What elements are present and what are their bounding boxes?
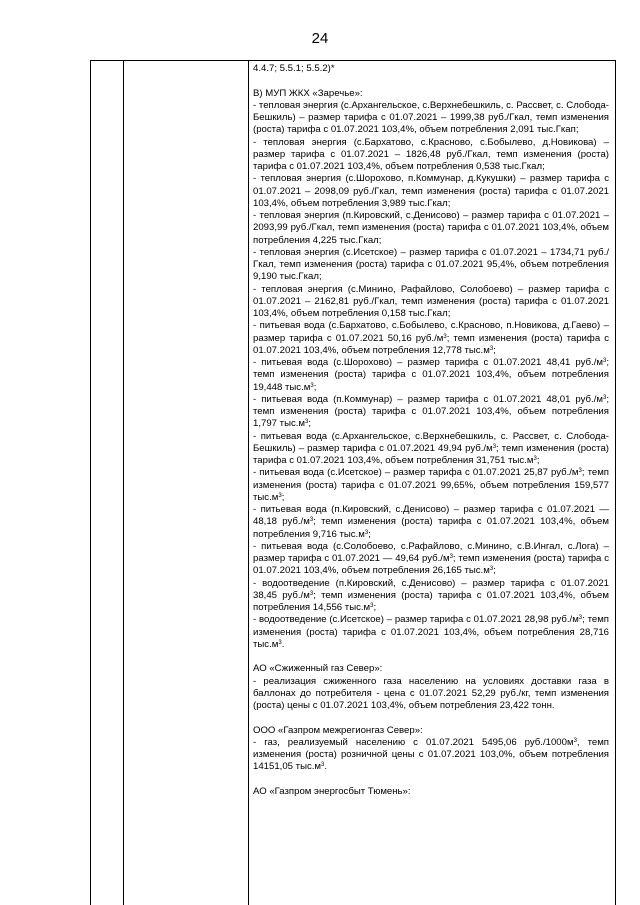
text-paragraph: - тепловая энергия (с.Бархатово, с.Красново, с.Бобылево, д.Новикова) – размер тарифа с 01.07.2021 – 1826,48 руб./Гкал, темп изменения (роста) тарифа с 01.07.2021 103,4%, объем потребления 0,538 тыс.Гкал; <box>253 136 609 172</box>
text-paragraph: - питьевая вода (с.Архангельское, с.Верхнебешкиль, с. Рассвет, с. Слобода-Бешкиль) – размер тарифа с 01.07.2021 49,94 $руб./м^3$; темп изменения (роста) тарифа с 01.07.2021 103,4%, объем потребления 31,751 $тыс.м^3$; <box>253 430 609 466</box>
blank-line <box>253 75 609 87</box>
text-paragraph: АО «Газпром энергосбыт Тюмень»: <box>253 785 411 797</box>
table-text-cell <box>253 63 609 798</box>
text-paragraph: - тепловая энергия (с.Минино, Рафайлово, Солобоево) – размер тарифа с 01.07.2021 – 2162,81 руб./Гкал, темп изменения (роста) тарифа с 01.07.2021 103,4%, объем потребления 0,158 тыс.Гкал; <box>253 283 609 319</box>
text-paragraph: ООО «Газпром межрегионгаз Север»: <box>253 724 423 736</box>
text-paragraph: - питьевая вода (с.Бархатово, с.Бобылево, с.Красново, п.Новикова, д.Гаево) – размер тарифа с 01.07.2021 50,16 $руб./м^3$; темп изменения (роста) тарифа с 01.07.2021 103,4%, объем потребления 12,778 $тыс.м^3$; <box>253 320 609 356</box>
text-paragraph: - питьевая вода (с.Исетское) – размер тарифа с 01.07.2021 25,87 $руб./м^3$; темп изменения (роста) тарифа с 01.07.2021 99,65%, объем потребления 159,577 $тыс.м^3$; <box>253 467 609 503</box>
text-paragraph: 4.4.7; 5.5.1; 5.5.2)* <box>253 63 335 74</box>
blank-line <box>253 651 609 663</box>
text-paragraph: - тепловая энергия (с.Архангельское, с.Верхнебешкиль, с. Рассвет, с. Слобода-Бешкиль) – размер тарифа с 01.07.2021 – 1999,38 руб./Гкал, темп изменения (роста) тарифа с 01.07.2021 103,4%, объем потребления 2,091 тыс.Гкап; <box>253 99 609 136</box>
text-paragraph: АО «Сжиженный газ Север»: <box>253 663 383 675</box>
blank-line <box>253 774 609 786</box>
text-paragraph: - газ, реализуемый населению с 01.07.2021 5495,06 $руб./1000м^3$, темп изменения (роста) розничной цены с 01.07.2021 103,0%, объем потребления 14151,05 $тыс.м^3$. <box>253 736 610 773</box>
text-paragraph: - водоотведение (п.Кировский, с.Денисово) – размер тарифа с 01.07.2021 38,45 $руб./м^3$; темп изменения (роста) тарифа с 01.07.2021 103,4%, объем потребления 14,556 $тыс.м^3$; <box>253 577 609 613</box>
text-paragraph: - питьевая вода (с.Шорохово) – размер тарифа с 01.07.2021 48,41 $руб./м^3$; темп изменения (роста) тарифа с 01.07.2021 103,4%, объем потребления 19,448 $тыс.м^3$; <box>253 357 609 393</box>
column-divider <box>248 61 249 905</box>
document-table <box>90 60 616 905</box>
text-paragraph: - тепловая энергия (с.Шорохово, п.Коммунар, д.Кукушки) – размер тарифа с 01.07.2021 – 2098,09 руб./Гкал, темп изменения (роста) тарифа с 01.07.2021 103,4%, объем потребления 3,989 тыс.Гкал; <box>253 173 609 209</box>
text-paragraph: - реализация сжиженного газа населению на условиях доставки газа в баллонах до потребителя - цена с 01.07.2021 52,29 руб./кг, темп изменения (роста) цены с 01.07.2021 103,4%, объем потребления 23,422 тонн. <box>253 675 609 711</box>
text-paragraph: - тепловая энергия (п.Кировский, с.Денисово) – размер тарифа с 01.07.2021 – 2093,99 руб./Гкал, темп изменения (роста) тарифа с 01.07.2021 103,4%, объем потребления 4,225 тыс.Гкал; <box>253 210 609 246</box>
text-paragraph: - питьевая вода (п.Кировский, с.Денисово) – размер тарифа с 01.07.2021 — 48,18 $руб./м^3$; темп изменения (роста) тарифа с 01.07.2021 103,4%, объем потребления 9,716 $тыс.м^3$; <box>253 504 609 540</box>
text-paragraph: - питьевая вода (с.Солобоево, с.Рафайлово, с.Минино, с.В.Ингал, с.Лога) – размер тарифа с 01.07.2021 — 49,64 $руб./м^3$; темп изменения (роста) тарифа с 01.07.2021 103,4%, объем потребления 26,165 $тыс.м^3$; <box>253 540 609 577</box>
blank-line <box>253 712 609 724</box>
page-number: 24 <box>311 30 329 47</box>
column-divider <box>123 61 124 905</box>
text-paragraph: В) МУП ЖКХ «Заречье»: <box>253 87 363 99</box>
text-paragraph: - водоотведение (с.Исетское) – размер тарифа с 01.07.2021 28,98 $руб./м^3$; темп изменения (роста) тарифа с 01.07.2021 103,4%, объем потребления 28,716 $тыс.м^3$. <box>253 614 609 650</box>
text-paragraph: - питьевая вода (п.Коммунар) – размер тарифа с 01.07.2021 48,01 $руб./м^3$; темп изменения (роста) тарифа с 01.07.2021 103,4%, объем потребления 1,797 $тыс.м^3$; <box>253 393 609 430</box>
text-paragraph: - тепловая энергия (с.Исетское) – размер тарифа с 01.07.2021 – 1734,71 руб./Гкал, темп изменения (роста) тарифа с 01.07.2021 95,4%, объем потребления 9,190 тыс.Гкал; <box>253 246 609 283</box>
